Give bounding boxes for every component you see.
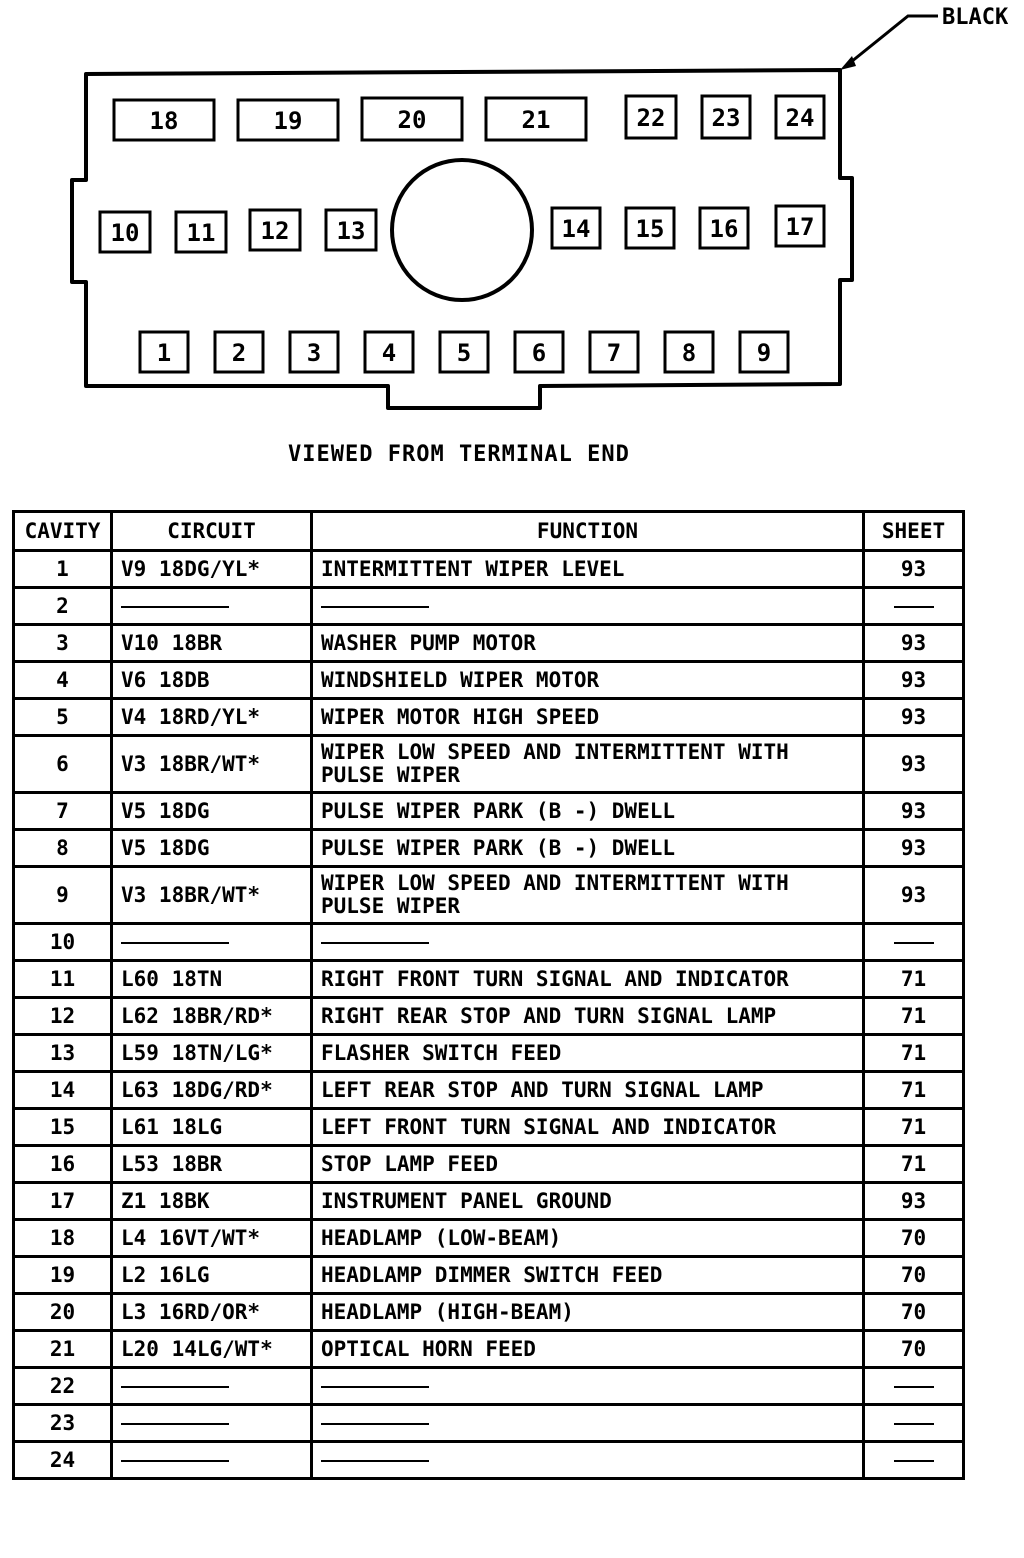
cavity-17 (776, 206, 824, 246)
circuit-cell: V10 18BR (112, 625, 312, 662)
diagram-caption: VIEWED FROM TERMINAL END (288, 442, 630, 467)
empty-dash (121, 1423, 229, 1425)
cavity-cell: 8 (14, 830, 112, 867)
cavity-cell: 24 (14, 1442, 112, 1479)
function-cell: WIPER MOTOR HIGH SPEED (312, 699, 864, 736)
cavity-cell: 12 (14, 998, 112, 1035)
function-cell: RIGHT REAR STOP AND TURN SIGNAL LAMP (312, 998, 864, 1035)
cavity-1 (140, 332, 188, 372)
function-cell: LEFT REAR STOP AND TURN SIGNAL LAMP (312, 1072, 864, 1109)
cavity-14 (552, 208, 600, 248)
cavity-number: 15 (635, 215, 665, 243)
cavity-cell: 17 (14, 1183, 112, 1220)
cavity-10 (100, 212, 150, 252)
sheet-cell (864, 588, 964, 625)
empty-dash (894, 1460, 934, 1462)
sheet-cell: 71 (864, 1072, 964, 1109)
table-row (14, 736, 964, 793)
cavity-number: 16 (709, 215, 739, 243)
function-cell: LEFT FRONT TURN SIGNAL AND INDICATOR (312, 1109, 864, 1146)
function-cell: HEADLAMP (HIGH-BEAM) (312, 1294, 864, 1331)
function-cell (312, 924, 864, 961)
header-sheet: SHEET (864, 512, 964, 551)
cavity-number: 24 (785, 104, 815, 132)
cavity-cell: 22 (14, 1368, 112, 1405)
table-row (14, 588, 964, 625)
cavity-7 (590, 332, 638, 372)
function-cell: OPTICAL HORN FEED (312, 1331, 864, 1368)
cavity-number: 13 (336, 217, 366, 245)
cavity-8 (665, 332, 713, 372)
cavity-boxes (100, 96, 824, 372)
empty-dash (321, 1386, 429, 1388)
cavity-cell: 20 (14, 1294, 112, 1331)
cavity-2 (215, 332, 263, 372)
cavity-18 (114, 100, 214, 140)
cavity-6 (515, 332, 563, 372)
circuit-cell: L62 18BR/RD* (112, 998, 312, 1035)
function-cell (312, 1405, 864, 1442)
table-row (14, 998, 964, 1035)
function-cell: INSTRUMENT PANEL GROUND (312, 1183, 864, 1220)
sheet-cell: 70 (864, 1294, 964, 1331)
cavity-cell: 6 (14, 736, 112, 793)
function-cell: RIGHT FRONT TURN SIGNAL AND INDICATOR (312, 961, 864, 998)
cavity-number: 23 (711, 104, 741, 132)
table-row (14, 551, 964, 588)
function-cell: FLASHER SWITCH FEED (312, 1035, 864, 1072)
sheet-cell: 71 (864, 1109, 964, 1146)
circuit-cell (112, 1368, 312, 1405)
table-row (14, 867, 964, 924)
cavity-22 (626, 96, 676, 138)
cavity-19 (238, 100, 338, 140)
table-row (14, 830, 964, 867)
circuit-cell: L60 18TN (112, 961, 312, 998)
function-cell: WIPER LOW SPEED AND INTERMITTENT WITH PULSE WIPER (312, 867, 864, 924)
cavity-cell: 4 (14, 662, 112, 699)
table-body (14, 551, 964, 1479)
cavity-cell: 14 (14, 1072, 112, 1109)
cavity-16 (700, 208, 748, 248)
sheet-cell (864, 1368, 964, 1405)
table-row (14, 662, 964, 699)
pinout-table (12, 510, 965, 1480)
function-cell: HEADLAMP DIMMER SWITCH FEED (312, 1257, 864, 1294)
table-row (14, 1294, 964, 1331)
cavity-cell: 16 (14, 1146, 112, 1183)
function-cell: WIPER LOW SPEED AND INTERMITTENT WITH PULSE WIPER (312, 736, 864, 793)
circuit-cell (112, 588, 312, 625)
cavity-21 (486, 98, 586, 140)
cavity-cell: 10 (14, 924, 112, 961)
cavity-cell: 5 (14, 699, 112, 736)
sheet-cell: 93 (864, 699, 964, 736)
empty-dash (121, 1386, 229, 1388)
cavity-15 (626, 208, 674, 248)
cavity-3 (290, 332, 338, 372)
sheet-cell (864, 1442, 964, 1479)
table-row (14, 1331, 964, 1368)
cavity-5 (440, 332, 488, 372)
circuit-cell: Z1 18BK (112, 1183, 312, 1220)
cavity-cell: 7 (14, 793, 112, 830)
sheet-cell: 93 (864, 736, 964, 793)
cavity-number: 18 (149, 107, 179, 135)
empty-dash (894, 942, 934, 944)
sheet-cell: 70 (864, 1257, 964, 1294)
table-row (14, 1035, 964, 1072)
circuit-cell (112, 924, 312, 961)
cavity-cell: 3 (14, 625, 112, 662)
empty-dash (121, 1460, 229, 1462)
cavity-number: 20 (397, 106, 427, 134)
cavity-cell: 11 (14, 961, 112, 998)
cavity-number: 22 (636, 104, 666, 132)
function-cell: HEADLAMP (LOW-BEAM) (312, 1220, 864, 1257)
function-cell (312, 1368, 864, 1405)
circuit-cell: L63 18DG/RD* (112, 1072, 312, 1109)
cavity-number: 21 (521, 106, 551, 134)
cavity-number: 17 (785, 213, 815, 241)
empty-dash (321, 1460, 429, 1462)
circuit-cell: L59 18TN/LG* (112, 1035, 312, 1072)
table-row (14, 1109, 964, 1146)
empty-dash (321, 1423, 429, 1425)
cavity-cell: 21 (14, 1331, 112, 1368)
cavity-cell: 19 (14, 1257, 112, 1294)
sheet-cell (864, 1405, 964, 1442)
table-row (14, 699, 964, 736)
center-hole (392, 160, 532, 300)
sheet-cell: 93 (864, 830, 964, 867)
sheet-cell: 93 (864, 867, 964, 924)
cavity-number: 9 (756, 339, 772, 367)
table-header-row (14, 512, 964, 551)
circuit-cell: V9 18DG/YL* (112, 551, 312, 588)
circuit-cell: L61 18LG (112, 1109, 312, 1146)
sheet-cell: 70 (864, 1220, 964, 1257)
function-cell: PULSE WIPER PARK (B -) DWELL (312, 793, 864, 830)
cavity-number: 1 (156, 339, 172, 367)
leader-line (846, 16, 938, 66)
cavity-number: 8 (681, 339, 697, 367)
table-row (14, 1442, 964, 1479)
cavity-9 (740, 332, 788, 372)
circuit-cell: L53 18BR (112, 1146, 312, 1183)
function-cell: WASHER PUMP MOTOR (312, 625, 864, 662)
cavity-number: 19 (273, 107, 303, 135)
sheet-cell: 71 (864, 1146, 964, 1183)
table-row (14, 1405, 964, 1442)
table-row (14, 1220, 964, 1257)
circuit-cell: V4 18RD/YL* (112, 699, 312, 736)
cavity-cell: 15 (14, 1109, 112, 1146)
empty-dash (894, 1423, 934, 1425)
circuit-cell: L3 16RD/OR* (112, 1294, 312, 1331)
sheet-cell: 71 (864, 998, 964, 1035)
connector-diagram (0, 0, 1024, 440)
sheet-cell: 93 (864, 793, 964, 830)
circuit-cell: L2 16LG (112, 1257, 312, 1294)
table-row (14, 1368, 964, 1405)
table-row (14, 1146, 964, 1183)
cavity-number: 11 (186, 219, 216, 247)
sheet-cell: 93 (864, 1183, 964, 1220)
header-circuit: CIRCUIT (112, 512, 312, 551)
cavity-number: 10 (110, 219, 140, 247)
empty-dash (894, 1386, 934, 1388)
empty-dash (121, 606, 229, 608)
function-cell: STOP LAMP FEED (312, 1146, 864, 1183)
sheet-cell: 93 (864, 662, 964, 699)
cavity-cell: 23 (14, 1405, 112, 1442)
empty-dash (321, 942, 429, 944)
cavity-number: 2 (231, 339, 247, 367)
cavity-cell: 13 (14, 1035, 112, 1072)
circuit-cell (112, 1442, 312, 1479)
cavity-cell: 2 (14, 588, 112, 625)
function-cell (312, 588, 864, 625)
function-cell (312, 1442, 864, 1479)
circuit-cell: V3 18BR/WT* (112, 867, 312, 924)
cavity-number: 14 (561, 215, 591, 243)
table-row (14, 924, 964, 961)
cavity-number: 3 (306, 339, 322, 367)
cavity-number: 6 (531, 339, 547, 367)
cavity-4 (365, 332, 413, 372)
circuit-cell (112, 1405, 312, 1442)
circuit-cell: L4 16VT/WT* (112, 1220, 312, 1257)
cavity-11 (176, 212, 226, 252)
circuit-cell: V3 18BR/WT* (112, 736, 312, 793)
cavity-13 (326, 210, 376, 250)
cavity-number: 5 (456, 339, 472, 367)
table-row (14, 793, 964, 830)
circuit-cell: L20 14LG/WT* (112, 1331, 312, 1368)
circuit-cell: V5 18DG (112, 830, 312, 867)
function-cell: WINDSHIELD WIPER MOTOR (312, 662, 864, 699)
circuit-cell: V5 18DG (112, 793, 312, 830)
function-cell: INTERMITTENT WIPER LEVEL (312, 551, 864, 588)
header-cavity: CAVITY (14, 512, 112, 551)
sheet-cell: 93 (864, 625, 964, 662)
circuit-cell: V6 18DB (112, 662, 312, 699)
header-function: FUNCTION (312, 512, 864, 551)
cavity-cell: 1 (14, 551, 112, 588)
cavity-number: 7 (606, 339, 622, 367)
cavity-cell: 18 (14, 1220, 112, 1257)
cavity-23 (702, 96, 750, 138)
sheet-cell: 71 (864, 961, 964, 998)
function-cell: PULSE WIPER PARK (B -) DWELL (312, 830, 864, 867)
table-row (14, 625, 964, 662)
cavity-number: 4 (381, 339, 397, 367)
cavity-20 (362, 98, 462, 140)
table-row (14, 1183, 964, 1220)
empty-dash (321, 606, 429, 608)
table-row (14, 1072, 964, 1109)
sheet-cell (864, 924, 964, 961)
table-row (14, 961, 964, 998)
cavity-24 (776, 96, 824, 138)
color-label: BLACK (942, 5, 1009, 30)
sheet-cell: 71 (864, 1035, 964, 1072)
cavity-number: 12 (260, 217, 290, 245)
sheet-cell: 70 (864, 1331, 964, 1368)
empty-dash (894, 606, 934, 608)
cavity-12 (250, 210, 300, 250)
empty-dash (121, 942, 229, 944)
sheet-cell: 93 (864, 551, 964, 588)
table-row (14, 1257, 964, 1294)
cavity-cell: 9 (14, 867, 112, 924)
